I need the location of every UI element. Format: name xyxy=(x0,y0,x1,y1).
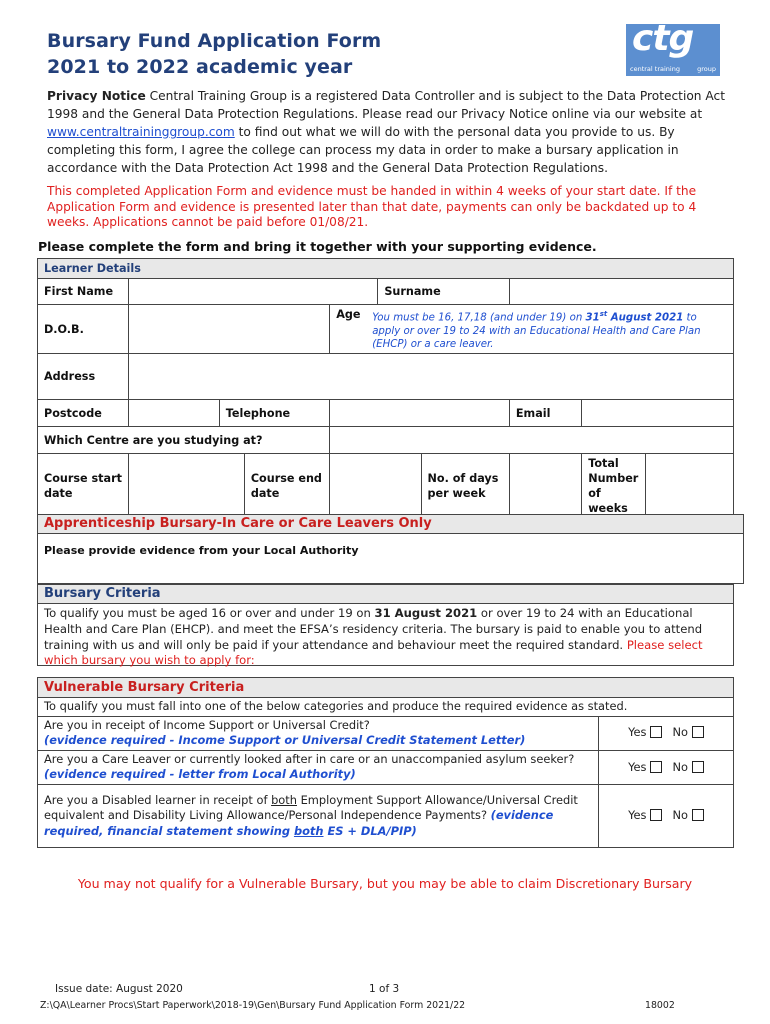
apprenticeship-heading: Apprenticeship Bursary-In Care or Care Leavers Only xyxy=(38,515,743,534)
discretionary-bursary-note: You may not qualify for a Vulnerable Bursary, but you may be able to claim Discretionary Bursary xyxy=(77,876,693,891)
bursary-criteria-section xyxy=(37,584,734,666)
no-checkbox-q3[interactable] xyxy=(692,809,704,821)
question-care-leaver: Are you a Care Leaver or currently looked after in care or an unaccompanied asylum seeker? (evidence required - letter from Local Authority) xyxy=(38,750,599,784)
course-end-field[interactable] xyxy=(330,454,421,519)
select-bursary-note: Please select which bursary you wish to apply for: xyxy=(44,637,703,668)
learner-details-heading: Learner Details xyxy=(38,259,734,279)
logo-sub-right: group xyxy=(697,65,716,73)
postcode-field[interactable] xyxy=(129,400,219,427)
days-per-week-field[interactable] xyxy=(509,454,581,519)
centre-label: Which Centre are you studying at? xyxy=(38,427,330,454)
yes-checkbox-q2[interactable] xyxy=(650,761,662,773)
answer-disabled-learner: Yes No xyxy=(599,784,734,847)
days-per-week-label: No. of days per week xyxy=(421,454,509,519)
logo-text: ctg xyxy=(632,18,694,59)
page-number: 1 of 3 xyxy=(369,983,400,995)
total-weeks-label: Total Number of weeks xyxy=(582,454,645,519)
vulnerable-heading: Vulnerable Bursary Criteria xyxy=(38,678,734,698)
centre-field[interactable] xyxy=(330,427,734,454)
no-checkbox-q2[interactable] xyxy=(692,761,704,773)
postcode-label: Postcode xyxy=(38,400,129,427)
privacy-label: Privacy Notice xyxy=(47,89,146,103)
question-disabled-learner: Are you a Disabled learner in receipt of both Employment Support Allowance/Universal Credit equivalent and Disability Living Allowance/Personal Independence Payments? (evidence required, financial statement showing both ES + DLA/PIP) xyxy=(38,784,599,847)
course-start-field[interactable] xyxy=(129,454,244,519)
surname-field[interactable] xyxy=(509,279,733,305)
website-link[interactable]: www.centraltraininggroup.com xyxy=(47,125,235,139)
learner-details-table xyxy=(37,258,734,519)
apprenticeship-section xyxy=(37,514,744,584)
telephone-label: Telephone xyxy=(219,400,329,427)
answer-income-support: Yes No xyxy=(599,716,734,750)
ctg-logo xyxy=(626,18,720,76)
privacy-text-b: to find out what we will do with the personal data you provide to us. By completing this form, I agree the college can process my data in order to make a bursary application in accordance with the Data Protection Act 1998 and the General Data Protection Regulations. xyxy=(47,125,679,175)
issue-date: Issue date: August 2020 xyxy=(55,983,183,995)
address-label: Address xyxy=(38,354,129,400)
privacy-notice xyxy=(47,87,727,177)
age-label: Age xyxy=(336,308,361,321)
address-field[interactable] xyxy=(129,354,734,400)
dob-field[interactable] xyxy=(129,305,330,354)
file-path: Z:\QA\Learner Procs\Start Paperwork\2018-19\Gen\Bursary Fund Application Form 2021/22 xyxy=(40,1000,466,1011)
logo-subtitle xyxy=(630,65,716,73)
total-weeks-field[interactable] xyxy=(645,454,733,519)
email-label: Email xyxy=(509,400,581,427)
form-code: 18002 xyxy=(645,1000,675,1011)
no-checkbox-q1[interactable] xyxy=(692,726,704,738)
title-line-1: Bursary Fund Application Form xyxy=(47,30,382,52)
vulnerable-bursary-table xyxy=(37,677,734,848)
page-title xyxy=(47,28,381,80)
form-instruction: Please complete the form and bring it together with your supporting evidence. xyxy=(38,239,597,254)
logo-sub-left: central training xyxy=(630,65,680,73)
yes-checkbox-q1[interactable] xyxy=(650,726,662,738)
course-end-label: Course end date xyxy=(244,454,329,519)
bursary-criteria-text: To qualify you must be aged 16 or over and under 19 on 31 August 2021 or over 19 to 24 with an Educational Health and Care Plan (EHCP). and meet the EFSA’s residency criteria. The bursary is paid to enable you to attend training with us and will only be paid if your attendance and behaviour meet the required standard. Please select which bursary you wish to apply for: xyxy=(44,606,703,668)
email-field[interactable] xyxy=(582,400,734,427)
age-cell[interactable] xyxy=(330,305,734,354)
dob-label: D.O.B. xyxy=(38,305,129,354)
answer-care-leaver: Yes No xyxy=(599,750,734,784)
deadline-notice: This completed Application Form and evidence must be handed in within 4 weeks of your start date. If the Application Form and evidence is presented later than that date, payments can only be backdated up to 4 weeks. Applications cannot be paid before 01/08/21. xyxy=(47,184,697,230)
privacy-text-a: Central Training Group is a registered Data Controller and is subject to the Data Protection Act 1998 and the General Data Protection Regulations. Please read our Privacy Notice online via our website at xyxy=(47,89,725,121)
surname-label: Surname xyxy=(378,279,510,305)
vulnerable-intro: To qualify you must fall into one of the below categories and produce the required evidence as stated. xyxy=(38,698,734,717)
yes-checkbox-q3[interactable] xyxy=(650,809,662,821)
age-note: You must be 16, 17,18 (and under 19) on 31st August 2021 to apply or over 19 to 24 with an Educational Health and Care Plan (EHCP) or a care leaver. xyxy=(372,310,701,350)
bursary-criteria-heading: Bursary Criteria xyxy=(38,585,733,604)
question-income-support: Are you in receipt of Income Support or Universal Credit? (evidence required - Income Support or Universal Credit Statement Letter) xyxy=(38,716,599,750)
apprenticeship-text: Please provide evidence from your Local Authority xyxy=(44,544,359,557)
telephone-field[interactable] xyxy=(330,400,510,427)
course-start-label: Course start date xyxy=(38,454,129,519)
first-name-field[interactable] xyxy=(129,279,378,305)
first-name-label: First Name xyxy=(38,279,129,305)
title-line-2: 2021 to 2022 academic year xyxy=(47,56,353,78)
